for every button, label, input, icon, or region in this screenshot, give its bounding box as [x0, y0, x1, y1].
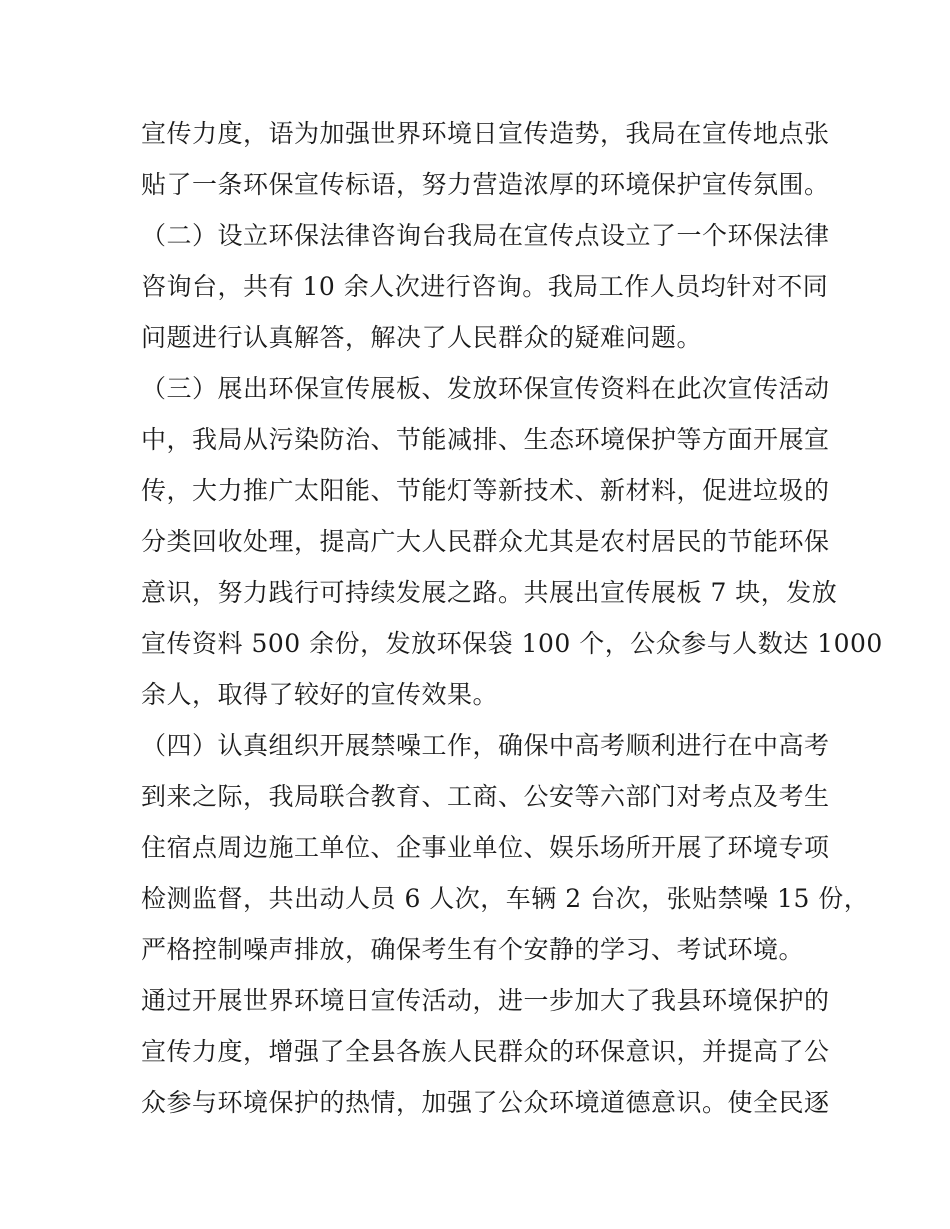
text-line: 余人，取得了较好的宣传效果。 — [141, 680, 499, 709]
text-line: 中，我局从污染防治、节能减排、生态环境保护等方面开展宣 — [141, 425, 830, 454]
text-line: 宣传资料 500 余份，发放环保袋 100 个，公众参与人数达 1000 — [141, 629, 883, 658]
text-line: （三）展出环保宣传展板、发放环保宣传资料在此次宣传活动 — [141, 374, 830, 403]
text-line: 宣传力度，语为加强世界环境日宣传造势，我局在宣传地点张 — [141, 119, 830, 148]
text-line: 传，大力推广太阳能、节能灯等新技术、新材料，促进垃圾的 — [141, 476, 830, 505]
text-line: 问题进行认真解答，解决了人民群众的疑难问题。 — [141, 323, 703, 352]
text-line: 分类回收处理，提高广大人民群众尤其是农村居民的节能环保 — [141, 527, 830, 556]
text-line: （四）认真组织开展禁噪工作，确保中高考顺利进行在中高考 — [141, 731, 830, 760]
text-line: 通过开展世界环境日宣传活动，进一步加大了我县环境保护的 — [141, 986, 830, 1015]
text-line: 众参与环境保护的热情，加强了公众环境道德意识。使全民逐 — [141, 1088, 830, 1117]
text-line: 宣传力度，增强了全县各族人民群众的环保意识，并提高了公 — [141, 1037, 830, 1066]
text-line: （二）设立环保法律咨询台我局在宣传点设立了一个环保法律 — [141, 221, 830, 250]
text-line: 检测监督，共出动人员 6 人次，车辆 2 台次，张贴禁噪 15 份， — [141, 884, 870, 913]
text-line: 意识，努力践行可持续发展之路。共展出宣传展板 7 块，发放 — [141, 578, 838, 607]
text-line: 严格控制噪声排放，确保考生有个安静的学习、考试环境。 — [141, 935, 805, 964]
text-line: 到来之际，我局联合教育、工商、公安等六部门对考点及考生 — [141, 782, 830, 811]
text-line: 贴了一条环保宣传标语，努力营造浓厚的环境保护宣传氛围。 — [141, 170, 830, 199]
document-body — [141, 108, 883, 1128]
text-line: 咨询台，共有 10 余人次进行咨询。我局工作人员均针对不同 — [141, 272, 829, 301]
text-line: 住宿点周边施工单位、企事业单位、娱乐场所开展了环境专项 — [141, 833, 830, 862]
